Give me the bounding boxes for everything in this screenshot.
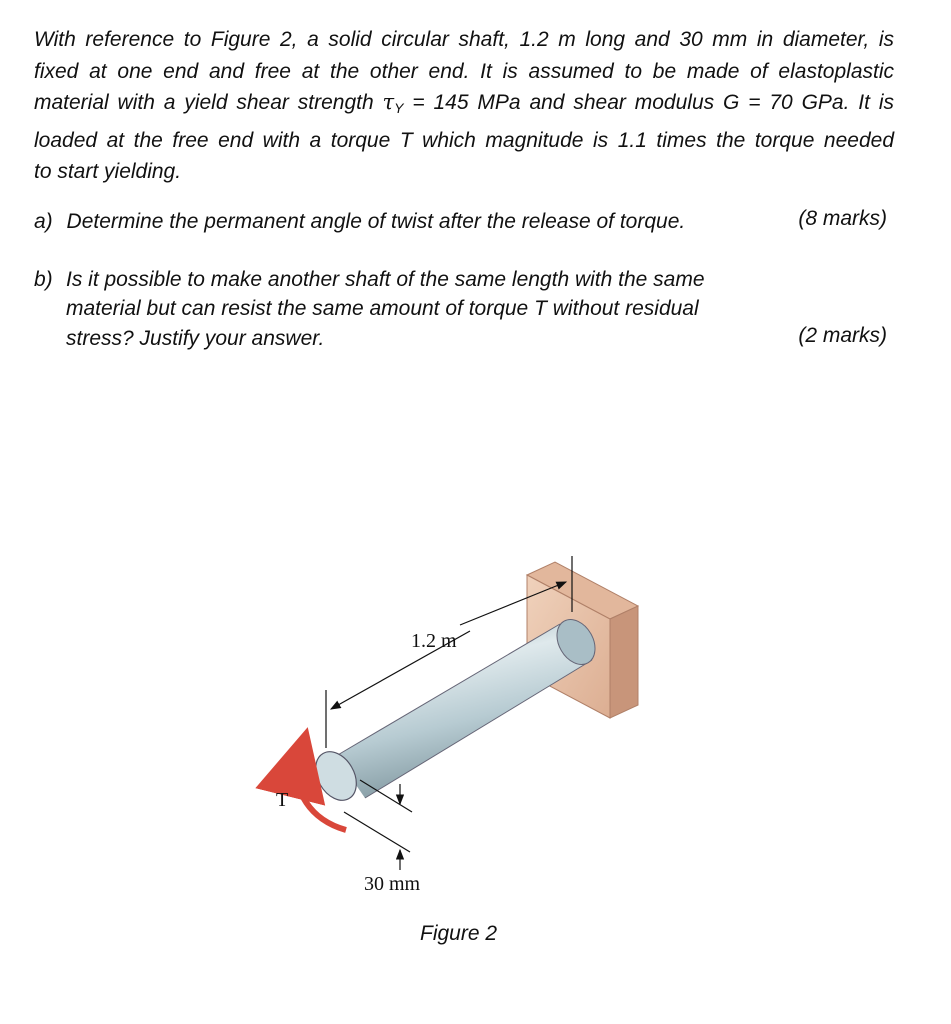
figure-caption: Figure 2: [420, 922, 498, 945]
part-b-line-3: stress? Justify your answer.: [66, 327, 325, 350]
tau-symbol: τ: [382, 90, 395, 114]
part-a-marks: (8 marks): [798, 207, 887, 230]
question-line-4: loaded at the free end with a torque T which magnitude is 1.1 times the torque needed: [34, 128, 894, 152]
question-line-2: fixed at one end and free at the other end. It is assumed to be made of elastoplastic: [34, 59, 894, 83]
part-b-marks: (2 marks): [798, 324, 887, 347]
part-b-label: b): [34, 268, 53, 291]
torque-label: T: [276, 789, 289, 811]
question-line-3: material with a yield shear strength $\tau_Y = 145$ MPa and shear modulus G = 70 GPa. It is: [34, 90, 894, 116]
question-line-5: to start yielding.: [34, 160, 182, 183]
part-a-label: a): [34, 210, 53, 233]
part-b-line-1: Is it possible to make another shaft of the same length with the same: [66, 268, 705, 291]
diameter-label: 30 mm: [364, 873, 421, 895]
length-label: 1.2 m: [411, 630, 457, 652]
tau-subscript: Y: [394, 100, 404, 116]
question-line-1: With reference to Figure 2, a solid circular shaft, 1.2 m long and 30 mm in diameter, is: [34, 28, 894, 51]
part-a-text: Determine the permanent angle of twist after the release of torque.: [66, 210, 686, 233]
part-b-line-2: material but can resist the same amount of torque T without residual: [66, 297, 699, 320]
